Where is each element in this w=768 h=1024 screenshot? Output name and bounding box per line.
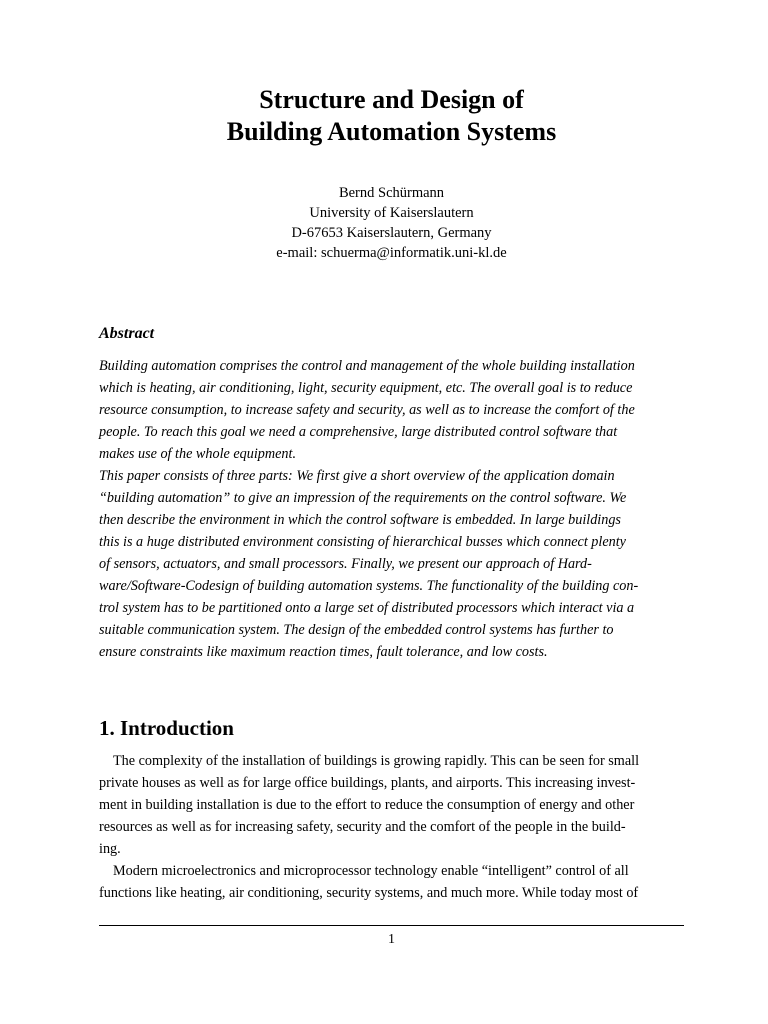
abstract-line: “building automation” to give an impression of the requirements on the control software. We: [99, 490, 627, 506]
abstract-line: Building automation comprises the control and management of the whole building installation: [99, 358, 635, 374]
abstract-line: ware/Software-Codesign of building automation systems. The functionality of the building con-: [99, 578, 639, 594]
introduction-body: [99, 750, 684, 904]
body-line: resources as well as for increasing safety, security and the comfort of the people in the build-: [99, 819, 626, 835]
abstract-line: ensure constraints like maximum reaction times, fault tolerance, and low costs.: [99, 644, 548, 660]
paper-page: [99, 0, 684, 1024]
body-line: Modern microelectronics and microprocessor technology enable “intelligent” control of all: [113, 863, 629, 879]
title-line: Structure and Design of: [259, 85, 524, 114]
abstract-line: of sensors, actuators, and small processors. Finally, we present our approach of Hard-: [99, 556, 592, 572]
abstract-line: suitable communication system. The design of the embedded control systems has further to: [99, 622, 614, 638]
abstract-line: people. To reach this goal we need a comprehensive, large distributed control software that: [99, 424, 618, 440]
abstract-body: [99, 355, 684, 663]
abstract-line: resource consumption, to increase safety and security, as well as to increase the comfort of the: [99, 402, 635, 418]
body-line: private houses as well as for large office buildings, plants, and airports. This increasing invest-: [99, 775, 636, 791]
author-name: Bernd Schürmann: [338, 185, 445, 201]
footer-divider: [99, 925, 684, 926]
body-line: functions like heating, air conditioning, security systems, and much more. While today most of: [99, 885, 639, 901]
title-line: Building Automation Systems: [226, 117, 557, 146]
abstract-line: then describe the environment in which the control software is embedded. In large buildings: [99, 512, 621, 528]
abstract-line: This paper consists of three parts: We first give a short overview of the application domain: [99, 468, 615, 484]
author-affiliation: University of Kaiserslautern: [309, 205, 474, 221]
paper-title: [99, 84, 684, 148]
abstract-line: which is heating, air conditioning, light, security equipment, etc. The overall goal is to reduce: [99, 380, 633, 396]
body-line: ment in building installation is due to the effort to reduce the consumption of energy and other: [99, 797, 635, 813]
body-line: ing.: [99, 841, 121, 857]
abstract-heading: Abstract: [99, 325, 155, 342]
body-line: The complexity of the installation of buildings is growing rapidly. This can be seen for small: [113, 753, 640, 769]
page-number: 1: [388, 932, 395, 947]
section-heading-introduction: 1. Introduction: [99, 716, 234, 740]
author-block: [99, 183, 684, 263]
abstract-line: makes use of the whole equipment.: [99, 446, 297, 462]
abstract-line: this is a huge distributed environment consisting of hierarchical busses which connect plenty: [99, 534, 626, 550]
author-email: e-mail: schuerma@informatik.uni-kl.de: [276, 245, 507, 261]
author-address: D-67653 Kaiserslautern, Germany: [291, 225, 492, 241]
abstract-line: trol system has to be partitioned onto a large set of distributed processors which interact via a: [99, 600, 635, 616]
